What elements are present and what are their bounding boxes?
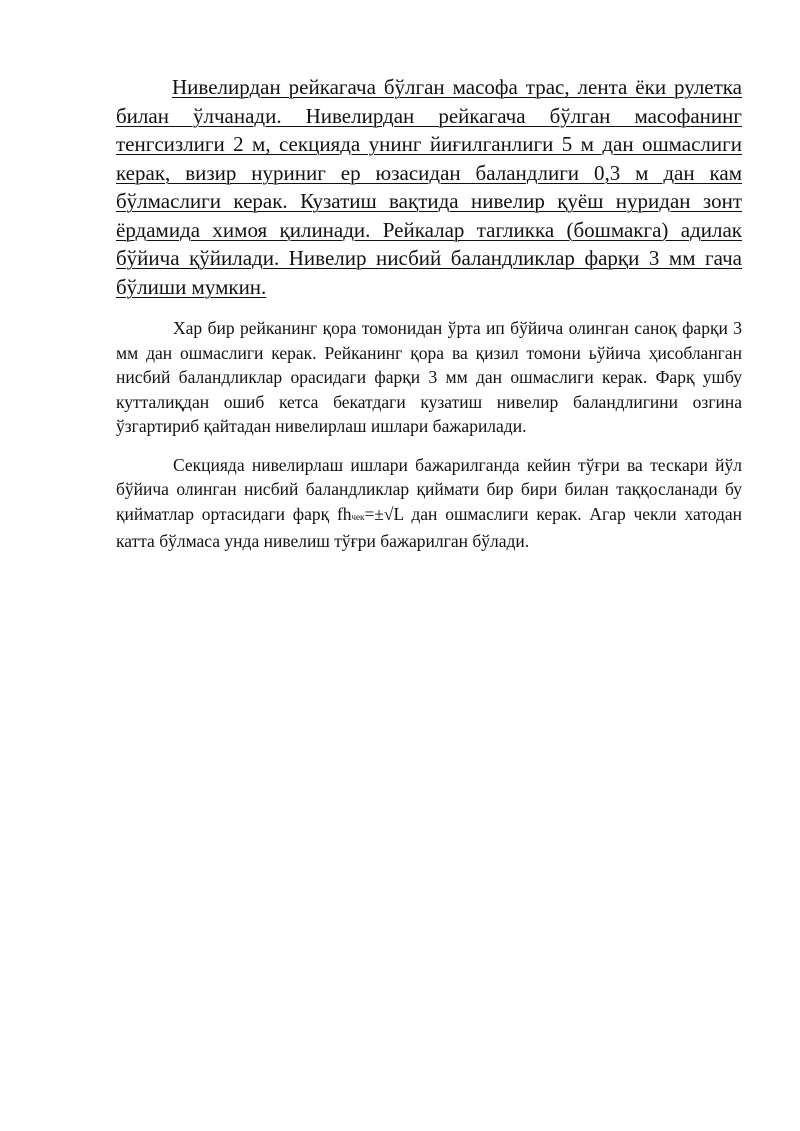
document-body — [116, 73, 742, 568]
paragraph-1: Нивелирдан рейкагача бўлган масофа трас, лента ёки рулетка билан ўлчанади. Нивелирдан рейкагача бўлган масофанинг тенгсизлиги 2 м, секцияда унинг йиғилганлиги 5 м дан ошмаслиги керак, визир нуриниг ер юзасидан баландлиги 0,3 м дан кам бўлмаслиги керак. Кузатиш вақтида нивелир қуёш нуридан зонт ёрдамида химоя қилинади. Рейкалар тагликка (бошмакга) адилак бўйича қўйилади. Нивелир нисбий баландликлар фарқи 3 мм гача бўлиши мумкин. — [116, 75, 742, 299]
paragraph-2: Хар бир рейканинг қора томонидан ўрта ип бўйича олинган саноқ фарқи 3 мм дан ошмаслиги керак. Рейканинг қора ва қизил томони ьўйича ҳисобланган нисбий баландликлар орасидаги фарқи 3 мм дан ошмаслиги керак. Фарқ ушбу кутталиқдан ошиб кетса бекатдаги кузатиш нивелир баландлигини озгина ўзгартириб қайтадан нивелирлаш ишлари бажарилади. — [116, 318, 742, 436]
formula-subscript: чек — [351, 511, 365, 522]
paragraph-3 — [116, 453, 742, 554]
formula-value: =±√L — [364, 503, 404, 524]
paragraph-3-text-start: Секцияда нивелирлаш ишлари бажарилганда кейин тўғри ва тескари йўл бўйича олинган нисбий баландликлар қиймати бир бири билан таққосланади бу қийматлар ортасидаги фарқ — [116, 454, 742, 524]
paragraph-3-text-end: дан ошмаслиги керак. Агар чекли хатодан катта бўлмаса унда нивелиш тўғри бажарилган бўлади. — [116, 503, 742, 551]
formula-symbol: fh — [336, 503, 352, 524]
